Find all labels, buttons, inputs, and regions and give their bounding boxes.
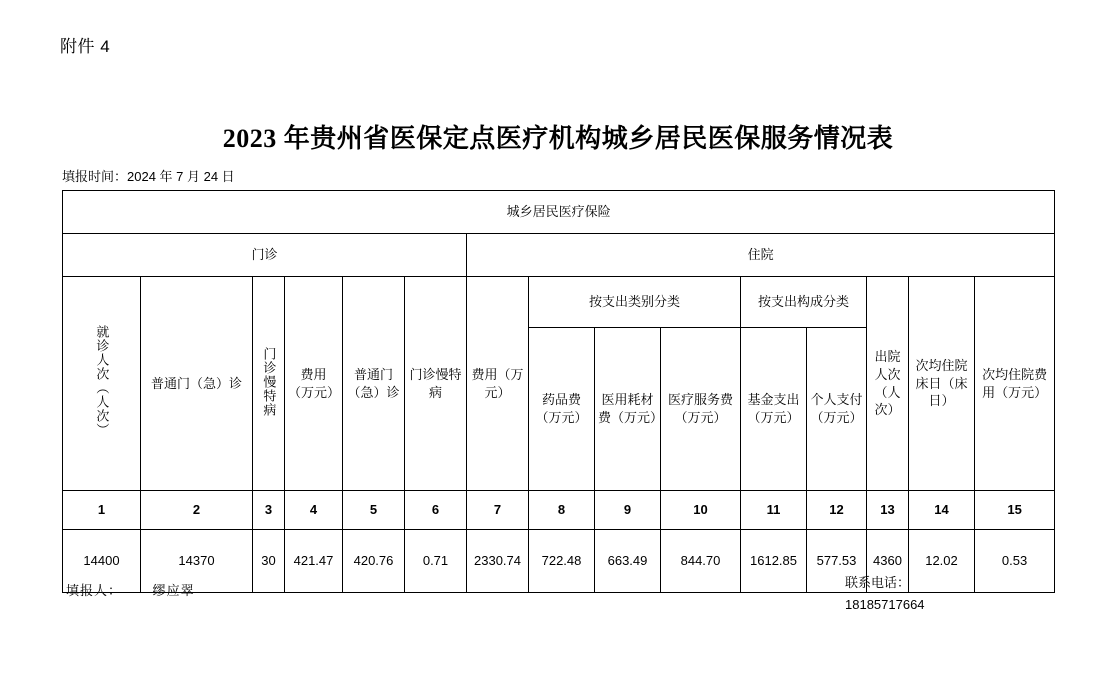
- data-cell-11: 1612.85: [741, 530, 807, 593]
- data-cell-1: 14400: [63, 530, 141, 593]
- col-number-5: 5: [343, 491, 405, 530]
- section-header-outpatient: 门诊: [63, 234, 467, 277]
- col-number-14: 14: [909, 491, 975, 530]
- data-cell-14: 12.02: [909, 530, 975, 593]
- contact-info: [845, 572, 925, 616]
- contact-phone: 18185717664: [845, 597, 925, 613]
- col-number-10: 10: [661, 491, 741, 530]
- col-header-7: 费用（万元）: [467, 277, 529, 491]
- col-number-7: 7: [467, 491, 529, 530]
- col-header-2: 普通门（急）诊: [141, 277, 253, 491]
- col-header-15: 次均住院费用（万元）: [975, 277, 1055, 491]
- table-row-category-header: [63, 277, 1055, 328]
- col-number-1: 1: [63, 491, 141, 530]
- col-header-1: 就诊人次（人次）: [63, 277, 141, 491]
- col-number-3: 3: [253, 491, 285, 530]
- data-cell-7: 2330.74: [467, 530, 529, 593]
- col-number-8: 8: [529, 491, 595, 530]
- reporter-name: 缪应翠: [152, 583, 195, 598]
- table-row-column-numbers: [63, 491, 1055, 530]
- category-header-expense-type: 按支出类别分类: [529, 277, 741, 328]
- col-header-5: 普通门（急）诊: [343, 277, 405, 491]
- table-row-section-header: [63, 234, 1055, 277]
- col-header-13: 出院人次（人次）: [867, 277, 909, 491]
- col-number-4: 4: [285, 491, 343, 530]
- reporter-label: 填报人：: [66, 583, 123, 598]
- col-header-6: 门诊慢特病: [405, 277, 467, 491]
- col-number-2: 2: [141, 491, 253, 530]
- col-number-13: 13: [867, 491, 909, 530]
- col-header-4: 费用（万元）: [285, 277, 343, 491]
- data-cell-13: 4360: [867, 530, 909, 593]
- data-cell-2: 14370: [141, 530, 253, 593]
- col-number-12: 12: [807, 491, 867, 530]
- data-cell-9: 663.49: [595, 530, 661, 593]
- data-cell-8: 722.48: [529, 530, 595, 593]
- col-header-9: 医用耗材费（万元）: [595, 328, 661, 491]
- section-header-inpatient: 住院: [467, 234, 1055, 277]
- fill-date: 填报时间：2024 年 7 月 24 日: [62, 169, 235, 184]
- col-number-15: 15: [975, 491, 1055, 530]
- data-cell-15: 0.53: [975, 530, 1055, 593]
- col-number-9: 9: [595, 491, 661, 530]
- data-cell-6: 0.71: [405, 530, 467, 593]
- col-header-8: 药品费（万元）: [529, 328, 595, 491]
- data-cell-5: 420.76: [343, 530, 405, 593]
- col-header-12: 个人支付（万元）: [807, 328, 867, 491]
- col-header-3: 门诊慢特病: [253, 277, 285, 491]
- reporter-info: [66, 580, 195, 599]
- page-title: 2023 年贵州省医保定点医疗机构城乡居民医保服务情况表: [222, 124, 894, 153]
- col-header-11: 基金支出（万元）: [741, 328, 807, 491]
- attachment-label: 附件 4: [60, 37, 111, 56]
- col-number-11: 11: [741, 491, 807, 530]
- data-cell-12: 577.53: [807, 530, 867, 593]
- data-cell-10: 844.70: [661, 530, 741, 593]
- contact-label: 联系电话：: [845, 575, 911, 590]
- col-number-6: 6: [405, 491, 467, 530]
- col-header-14: 次均住院床日（床日）: [909, 277, 975, 491]
- table-row-group-header: [63, 191, 1055, 234]
- col-header-10: 医疗服务费（万元）: [661, 328, 741, 491]
- group-header-cell: 城乡居民医疗保险: [63, 191, 1055, 234]
- category-header-expense-composition: 按支出构成分类: [741, 277, 867, 328]
- data-cell-4: 421.47: [285, 530, 343, 593]
- data-cell-3: 30: [253, 530, 285, 593]
- insurance-service-table: [62, 190, 1055, 593]
